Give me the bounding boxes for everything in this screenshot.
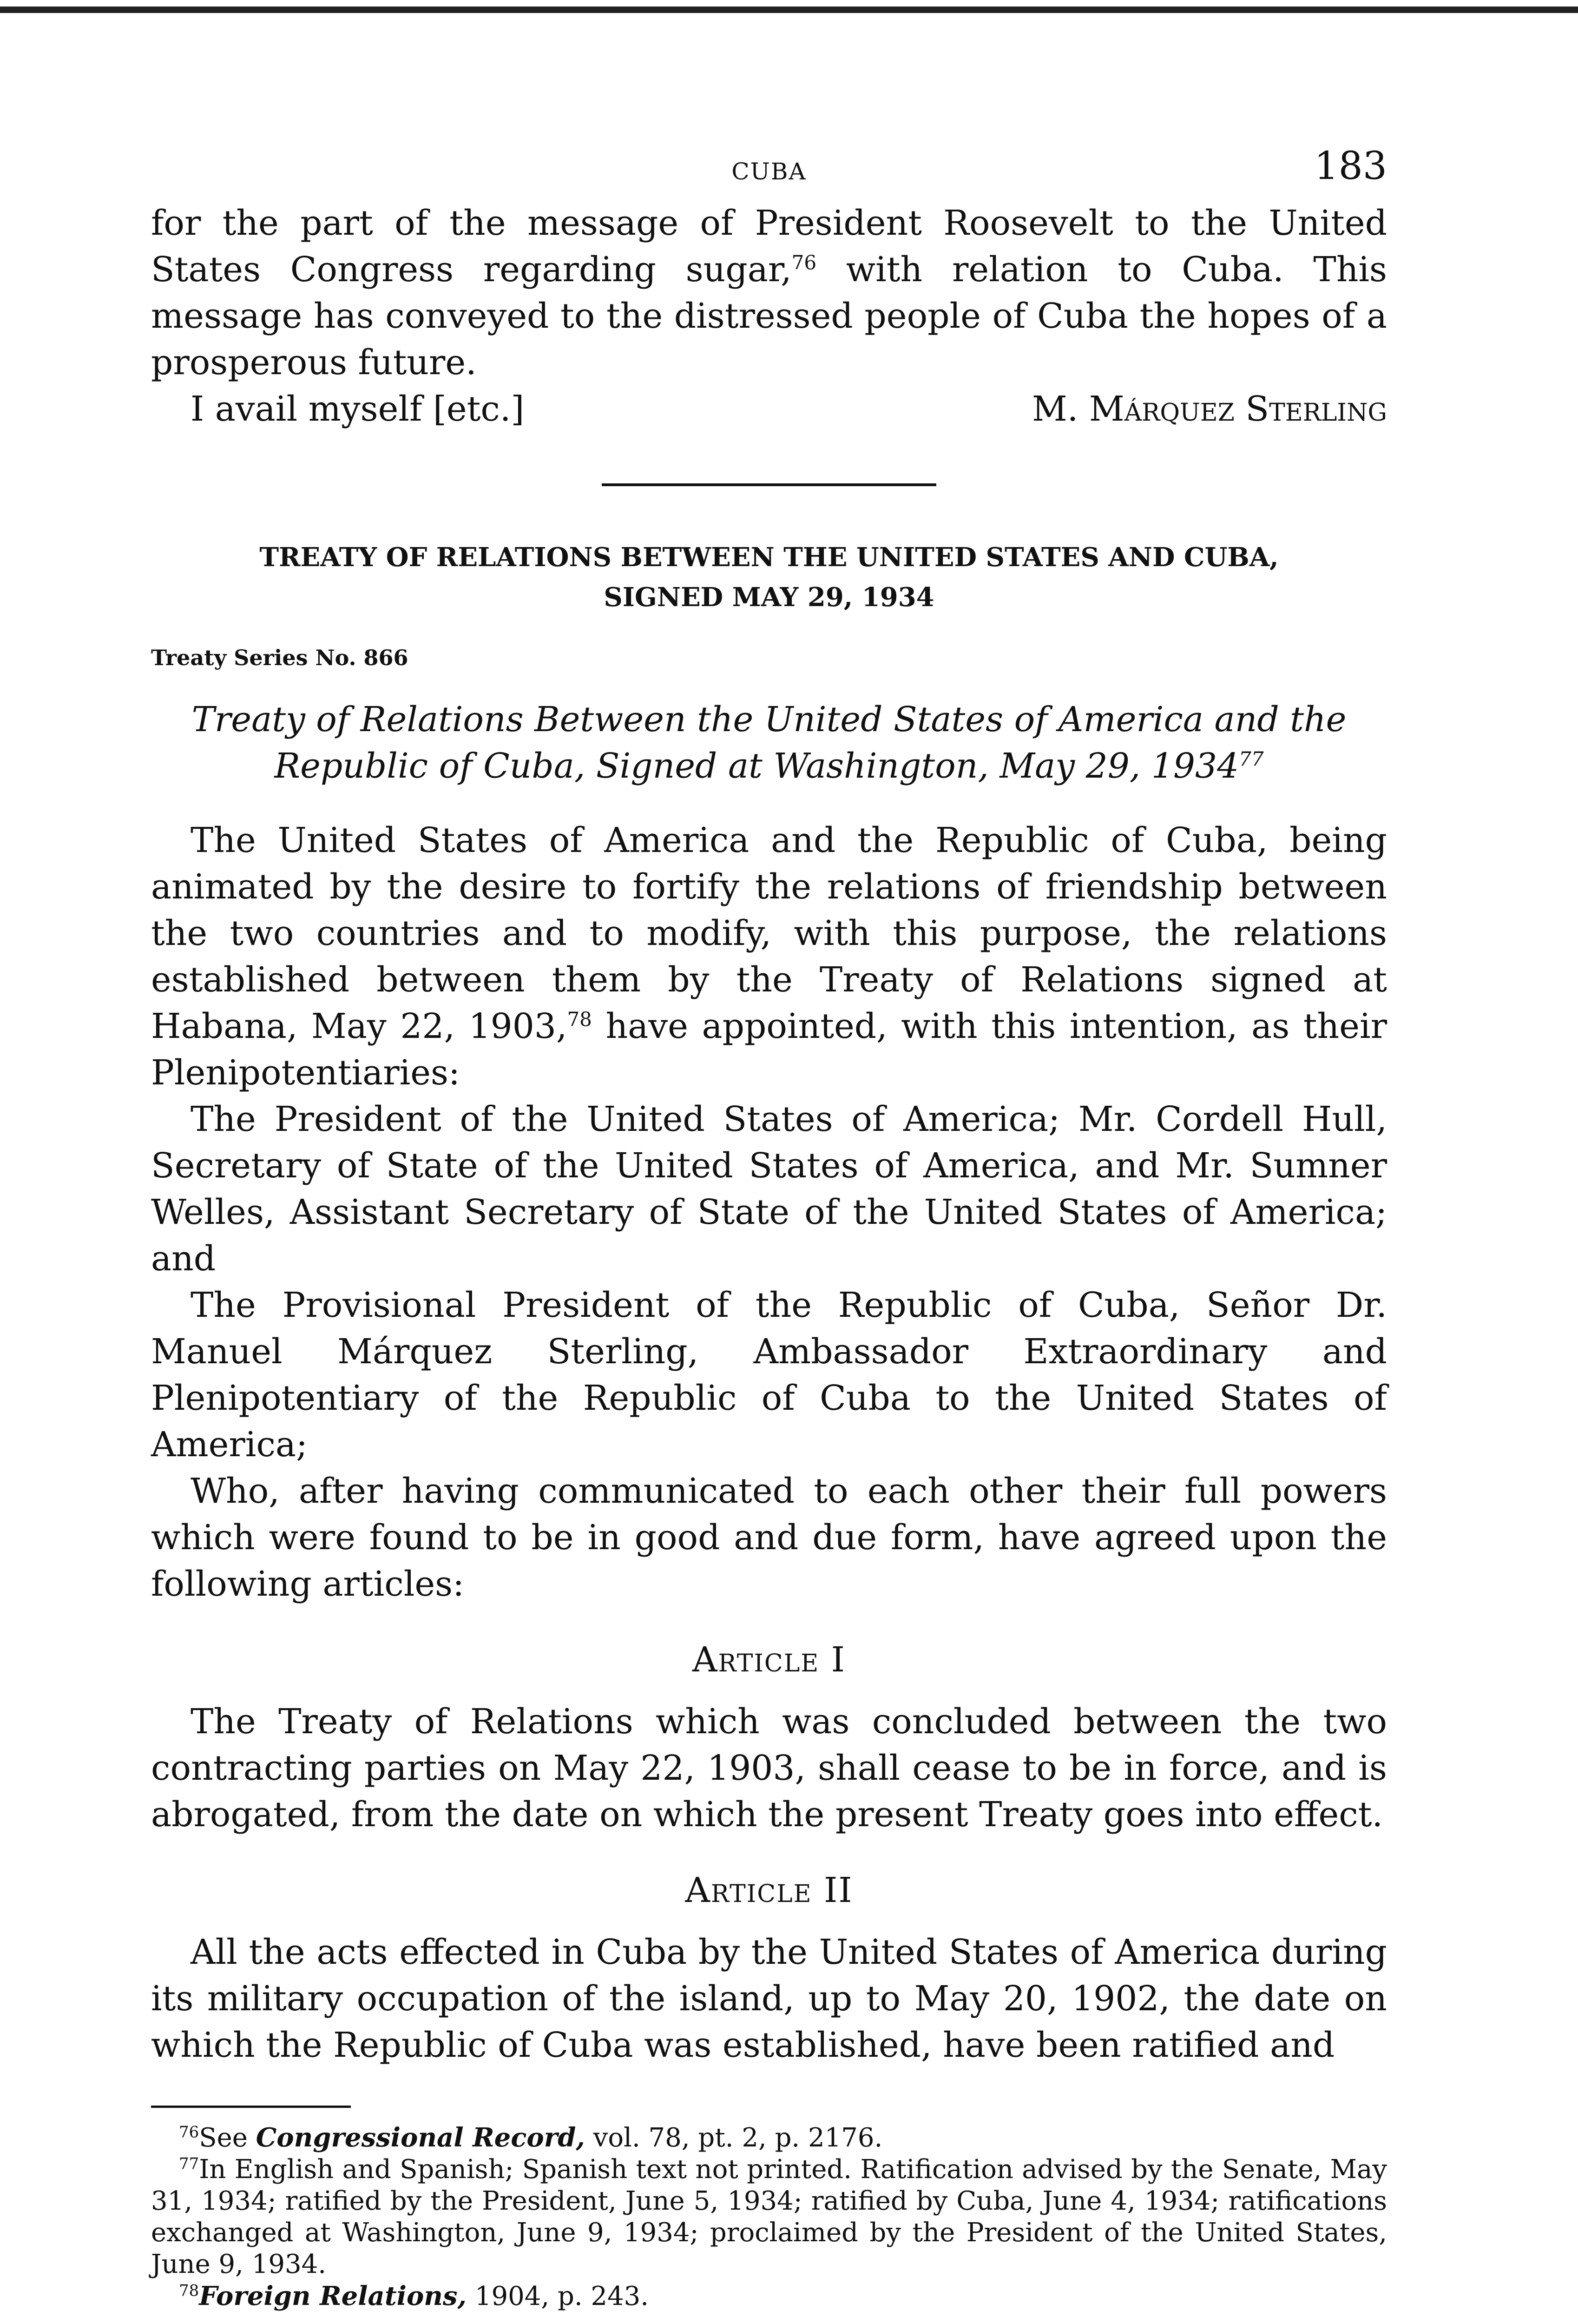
preamble-text-before: The United States of America and the Republic of Cuba, being animated by the desire to fortify the relations of friendship between the two countries and to modify, with this purpose, the relations established between them by the Treaty of Relations signed at Habana, May 22, 1903, xyxy=(151,820,1387,1046)
footnote-divider xyxy=(151,2106,351,2108)
article-2-heading: Article II xyxy=(685,1870,853,1910)
continuation-paragraph xyxy=(151,200,1387,386)
footnote-text: vol. 78, pt. 2, p. 2176. xyxy=(585,2123,883,2153)
running-title: CUBA xyxy=(731,158,807,185)
treaty-title xyxy=(151,696,1387,789)
footnote-number: 76 xyxy=(179,2123,199,2142)
running-header xyxy=(151,144,1387,200)
footnote-text: In English and Spanish; Spanish text not printed. Ratification advised by the Senate, May 31, 1934; ratified by the President, June 5, 1934; ratified by Cuba, June 4, 1934; ratifications exchanged at Washington, June 9, 1934; proclaimed by the President of the United States, June 9, 1934. xyxy=(151,2154,1387,2279)
footnote-number: 78 xyxy=(179,2281,199,2300)
footnote-ref-77[interactable]: 77 xyxy=(1239,747,1264,771)
footnote-citation: Foreign Relations, xyxy=(199,2281,467,2311)
footnote-text: See xyxy=(199,2123,256,2153)
treaty-title-line2: Republic of Cuba, Signed at Washington, May 29, 1934 xyxy=(274,746,1239,786)
footnote-76 xyxy=(151,2122,1387,2154)
closing-phrase: I avail myself [etc.] xyxy=(191,389,525,429)
plenipotentiary-us-paragraph: The President of the United States of America; Mr. Cordell Hull, Secretary of State of the United States of America, and Mr. Sumner Welles, Assistant Secretary of State of the United States of America; and xyxy=(151,1099,1387,1279)
continuation-text-before: for the part of the message of President Roosevelt to the United States Congress regarding sugar, xyxy=(151,203,1387,290)
preamble-paragraph xyxy=(151,817,1387,1096)
treaty-heading-line1: TREATY OF RELATIONS BETWEEN THE UNITED STATES AND CUBA, xyxy=(259,542,1279,573)
treaty-heading xyxy=(151,537,1387,617)
continuation-text-after: with relation to Cuba. This message has conveyed to the distressed people of Cuba the hopes of a prosperous future. xyxy=(151,250,1387,383)
top-page-rule xyxy=(0,7,1578,13)
treaty-title-line1: Treaty of Relations Between the United States of America and the xyxy=(191,700,1347,739)
footnote-citation: Congressional Record, xyxy=(256,2122,585,2153)
footnote-text: 1904, p. 243. xyxy=(467,2281,649,2311)
signer-name: M. Márquez Sterling xyxy=(1032,389,1387,429)
footnote-78 xyxy=(151,2280,1387,2312)
section-divider xyxy=(602,483,936,486)
footnote-ref-78[interactable]: 78 xyxy=(567,1008,592,1031)
document-page xyxy=(151,144,1387,2312)
closing-line xyxy=(151,386,1387,432)
preamble-text-after: have appointed, with this intention, as their Plenipotentiaries: xyxy=(151,1006,1387,1093)
footnote-ref-76[interactable]: 76 xyxy=(791,251,817,274)
page-number: 183 xyxy=(1314,144,1387,188)
article-1-text: The Treaty of Relations which was concluded between the two contracting parties on May 22, 1903, shall cease to be in force, and is abrogated, from the date on which the present Treaty goes into effect. xyxy=(151,1702,1387,1835)
plenipotentiary-cuba-paragraph: The Provisional President of the Republic of Cuba, Señor Dr. Manuel Márquez Sterling, Ambassador Extraordinary and Plenipotentiary of the Republic of Cuba to the United States of America; xyxy=(151,1285,1387,1465)
footnote-77 xyxy=(151,2154,1387,2280)
footnote-number: 77 xyxy=(179,2154,199,2173)
treaty-heading-line2: SIGNED MAY 29, 1934 xyxy=(604,582,934,613)
treaty-series-number: Treaty Series No. 866 xyxy=(151,645,408,670)
agreement-paragraph: Who, after having communicated to each other their full powers which were found to be in good and due form, have agreed upon the following articles: xyxy=(151,1471,1387,1604)
article-2-text: All the acts effected in Cuba by the United States of America during its military occupation of the island, up to May 20, 1902, the date on which the Republic of Cuba was established, have been ratified and xyxy=(151,1932,1387,2065)
article-1-heading: Article I xyxy=(692,1640,846,1680)
